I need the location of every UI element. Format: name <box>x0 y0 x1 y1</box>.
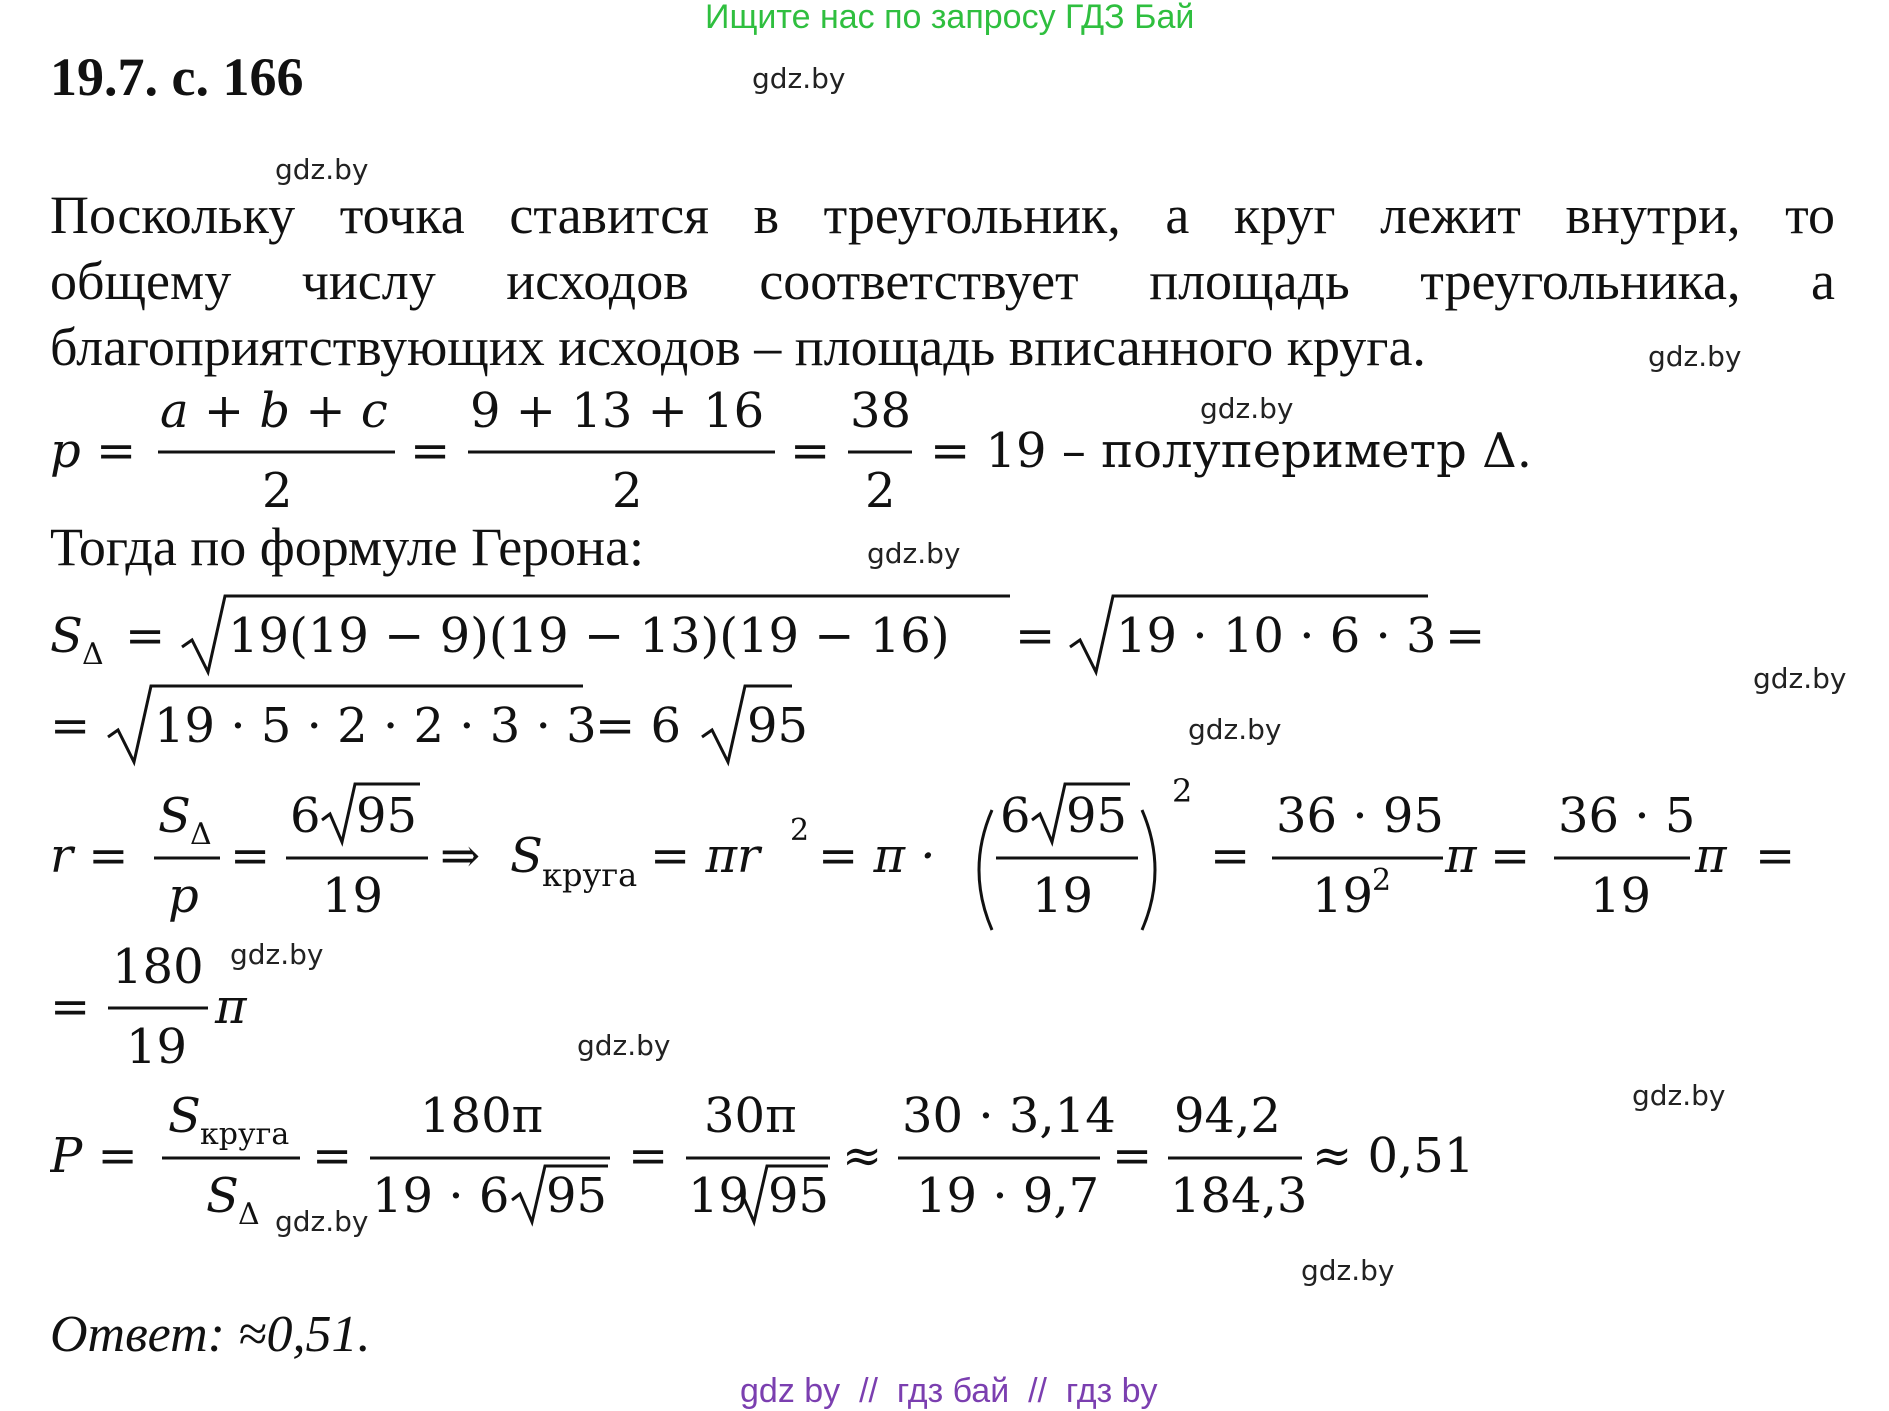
eq-r-s: S <box>510 828 543 884</box>
top-banner: Ищите нас по запросу ГДЗ Бай <box>705 0 1195 36</box>
eq-r-f2-num-root: 95 <box>356 788 418 844</box>
eq-p-f3-den: 2 <box>865 463 896 515</box>
eq-P-f3-den-pre: 19 <box>688 1168 750 1224</box>
eq-c-eq: = <box>50 979 91 1035</box>
eq-P-f3-den-root: 95 <box>768 1168 830 1224</box>
eq-r-eq4: = <box>1755 828 1796 884</box>
watermark: gdz.by <box>275 1205 369 1238</box>
eq-r-pi2: π <box>1695 828 1727 884</box>
eq-P-f1-num: S <box>168 1088 201 1144</box>
eq-P-f2-den-pre: 19 · 6 <box>372 1168 510 1224</box>
watermark: gdz.by <box>867 537 961 570</box>
heron-intro: Тогда по формуле Герона: <box>50 517 645 577</box>
eq-r-mid: = πr <box>650 828 760 884</box>
eq-P-f2-num: 180π <box>420 1088 544 1144</box>
eq-P-f3-num: 30π <box>704 1088 797 1144</box>
answer-text: Ответ: ≈0,51. <box>50 1306 371 1363</box>
eq-c-den: 19 <box>126 1019 188 1075</box>
eq-s-lhs-sub: Δ <box>82 637 104 672</box>
watermark: gdz.by <box>1753 662 1847 695</box>
eq-P-result: ≈ 0,51 <box>1312 1128 1475 1184</box>
eq-s2-eq: = <box>50 698 91 754</box>
footer-links[interactable]: gdz by // гдз бай // гдз by <box>740 1372 1158 1410</box>
eq-P-f1-den-sub: Δ <box>238 1197 260 1232</box>
eq-r-pi1: π <box>1445 828 1477 884</box>
eq-r-f3-num-coef: 6 <box>1000 788 1031 844</box>
equation-circle-area-result <box>50 935 350 1085</box>
eq-P-eq2: = <box>628 1128 669 1184</box>
eq-p-eq2: = <box>790 423 831 479</box>
eq-r-f4-num: 36 · 95 <box>1276 788 1444 844</box>
eq-r-implies: ⇒ <box>440 828 481 884</box>
watermark: gdz.by <box>752 62 846 95</box>
eq-s-eq3: = <box>1445 608 1486 664</box>
eq-r-power: 2 <box>1172 772 1193 810</box>
eq-P-f5-num: 94,2 <box>1174 1088 1281 1144</box>
eq-r-eq3: = <box>1490 828 1531 884</box>
eq-s2-root2: 95 <box>747 698 809 754</box>
eq-P-f4-den: 19 · 9,7 <box>916 1168 1100 1224</box>
eq-P-eq3: = <box>1112 1128 1153 1184</box>
equation-area-heron <box>50 592 1650 682</box>
eq-P-f1-den: S <box>206 1168 239 1224</box>
eq-r-mid2: = π · <box>818 828 936 884</box>
eq-p-f2-den: 2 <box>612 463 643 515</box>
eq-r-eq2: = <box>1210 828 1251 884</box>
eq-r-f4-den: 19 <box>1312 868 1374 924</box>
watermark: gdz.by <box>230 938 324 971</box>
eq-P-f2-den-root: 95 <box>546 1168 608 1224</box>
eq-r-eq1: = <box>230 828 271 884</box>
eq-s-eq: = <box>125 608 166 664</box>
watermark: gdz.by <box>1188 713 1282 746</box>
eq-r-f5-den: 19 <box>1590 868 1652 924</box>
eq-s-lhs: S <box>50 608 83 664</box>
eq-r-lhs: r = <box>50 828 129 884</box>
eq-s-eq2: = <box>1015 608 1056 664</box>
watermark: gdz.by <box>275 153 369 186</box>
eq-s-root1: 19(19 − 9)(19 − 13)(19 − 16) <box>228 608 950 664</box>
eq-P-f5-den: 184,3 <box>1170 1168 1308 1224</box>
watermark: gdz.by <box>1301 1254 1395 1287</box>
equation-probability <box>50 1080 1650 1240</box>
paragraph-line-1: Поскольку точка ставится в треугольник, а круг лежит внутри, то <box>50 185 1835 245</box>
eq-r-s-sub: круга <box>542 856 638 894</box>
eq-s2-root1: 19 · 5 · 2 · 2 · 3 · 3 <box>154 698 597 754</box>
page-title: 19.7. с. 166 <box>50 47 304 107</box>
paragraph-line-3: благоприятствующих исходов – площадь вписанного круга. <box>50 317 1426 377</box>
eq-r-f2-num-coef: 6 <box>290 788 321 844</box>
equation-area-result <box>50 682 950 772</box>
eq-p-lhs: p = <box>50 423 137 479</box>
eq-P-approx1: ≈ <box>842 1128 883 1184</box>
eq-c-num: 180 <box>112 939 204 995</box>
watermark: gdz.by <box>1632 1079 1726 1112</box>
watermark: gdz.by <box>577 1029 671 1062</box>
watermark: gdz.by <box>1648 340 1742 373</box>
eq-s-root2: 19 · 10 · 6 · 3 <box>1116 608 1437 664</box>
eq-p-rest: = 19 – полупериметр Δ. <box>930 423 1533 479</box>
eq-r-f4-den-sup: 2 <box>1372 863 1392 898</box>
equation-radius-circle-area <box>50 770 1850 940</box>
eq-p-f1-den: 2 <box>262 463 293 515</box>
eq-c-pi: π <box>215 979 247 1035</box>
eq-r-f1-num: S <box>158 788 191 844</box>
eq-r-f1-den: p <box>168 868 199 924</box>
eq-s2-mid: = 6 <box>595 698 682 754</box>
eq-r-f2-den: 19 <box>322 868 384 924</box>
eq-p-f1-num: a + b + c <box>160 385 388 439</box>
eq-r-f3-den: 19 <box>1032 868 1094 924</box>
eq-p-eq1: = <box>410 423 451 479</box>
watermark: gdz.by <box>1200 392 1294 425</box>
eq-r-f5-num: 36 · 5 <box>1558 788 1696 844</box>
eq-r-f3-num-root: 95 <box>1066 788 1128 844</box>
eq-P-lhs: P = <box>50 1128 138 1184</box>
eq-P-f4-num: 30 · 3,14 <box>902 1088 1116 1144</box>
paragraph-line-2: общему числу исходов соответствует площадь треугольника, а <box>50 251 1835 311</box>
eq-r-f1-num-sub: Δ <box>190 817 212 852</box>
equation-semiperimeter <box>50 385 1650 515</box>
eq-P-f1-num-sub: круга <box>200 1117 290 1152</box>
eq-r-mid-sup: 2 <box>790 813 810 848</box>
eq-p-f3-num: 38 <box>850 385 912 439</box>
eq-p-f2-num: 9 + 13 + 16 <box>470 385 765 439</box>
eq-P-eq1: = <box>312 1128 353 1184</box>
